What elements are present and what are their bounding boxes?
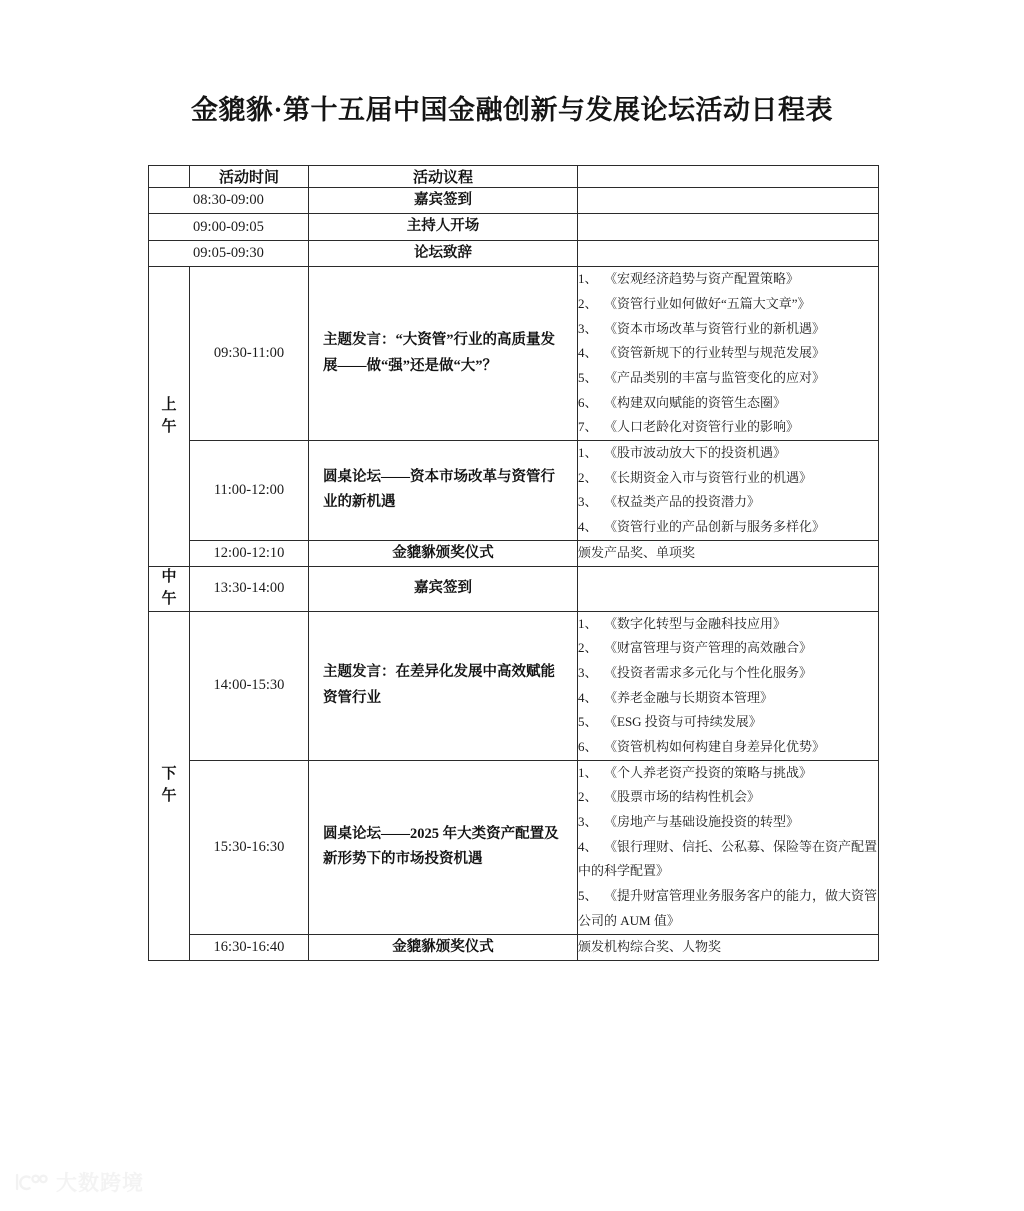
topic-item	[578, 884, 878, 933]
topic-text: 《提升财富管理业务服务客户的能力，做大资管公司的 AUM 值》	[578, 888, 878, 928]
topic-number: 2、	[578, 295, 598, 311]
header-agenda: 活动议程	[309, 166, 578, 188]
cell-topics	[578, 240, 879, 266]
topic-number: 4、	[578, 519, 598, 534]
cell-time: 13:30-14:00	[190, 567, 309, 612]
topic-item	[578, 391, 878, 416]
table-row	[149, 540, 879, 566]
header-period	[149, 166, 190, 188]
topic-text: 《资管新规下的行业转型与规范发展》	[604, 345, 826, 361]
cell-topics	[578, 188, 879, 214]
topic-item	[578, 710, 878, 735]
topic-text: 《房地产与基础设施投资的转型》	[604, 814, 800, 830]
topic-text: 《资管行业如何做好“五篇大文章”》	[604, 295, 811, 311]
topic-number: 3、	[578, 320, 598, 336]
topic-item	[578, 267, 878, 292]
topic-text: 《宏观经济趋势与资产配置策略》	[604, 271, 800, 287]
topic-number: 4、	[578, 345, 598, 361]
topic-number: 2、	[578, 469, 598, 485]
topic-text: 《资本市场改革与资管行业的新机遇》	[604, 320, 826, 336]
cell-topics	[578, 440, 879, 540]
topic-item	[578, 466, 878, 491]
topic-item	[578, 661, 878, 686]
topic-item	[578, 761, 878, 786]
topic-number: 3、	[578, 814, 598, 830]
cell-topics	[578, 540, 879, 566]
topic-number: 5、	[578, 714, 598, 730]
cell-agenda: 金貔貅颁奖仪式	[309, 540, 578, 566]
table-row	[149, 440, 879, 540]
topic-text: 《股市波动放大下的投资机遇》	[604, 444, 787, 460]
brand-logo-icon	[14, 1170, 48, 1194]
topic-number: 1、	[578, 444, 598, 460]
topic-item	[578, 515, 878, 540]
cell-time: 14:00-15:30	[190, 611, 309, 760]
cell-agenda: 圆桌论坛——2025 年大类资产配置及新形势下的市场投资机遇	[309, 760, 578, 934]
topic-text: 《ESG 投资与可持续发展》	[604, 714, 762, 730]
cell-agenda: 嘉宾签到	[309, 188, 578, 214]
topic-number: 1、	[578, 764, 598, 780]
topic-text: 《资管机构如何构建自身差异化优势》	[604, 739, 826, 754]
topic-number: 2、	[578, 640, 598, 656]
topic-text: 《数字化转型与金融科技应用》	[604, 615, 787, 631]
cell-topics	[578, 760, 879, 934]
cell-note: 颁发产品奖、单项奖	[578, 544, 696, 560]
watermark-text: 大数跨境	[56, 1172, 144, 1195]
period-label: 中午	[161, 569, 177, 607]
cell-agenda: 主持人开场	[309, 214, 578, 240]
topic-text: 《权益类产品的投资潜力》	[604, 494, 761, 510]
header-time: 活动时间	[190, 166, 309, 188]
topic-text: 《银行理财、信托、公私募、保险等在资产配置中的科学配置》	[578, 838, 878, 879]
cell-period	[149, 567, 190, 612]
table-row	[149, 611, 879, 760]
cell-period	[149, 267, 190, 567]
cell-time: 16:30-16:40	[190, 934, 309, 960]
topic-number: 3、	[578, 664, 598, 680]
topic-item	[578, 415, 878, 440]
topic-text: 《人口老龄化对资管行业的影响》	[604, 419, 800, 435]
topic-text: 《股票市场的结构性机会》	[604, 789, 761, 805]
table-row	[149, 267, 879, 441]
topic-item	[578, 317, 878, 342]
table-row	[149, 934, 879, 960]
cell-agenda: 主题发言：“大资管”行业的高质量发展——做“强”还是做“大”？	[309, 267, 578, 441]
schedule-table	[148, 165, 879, 961]
cell-period	[149, 611, 190, 960]
table-row	[149, 240, 879, 266]
topic-item	[578, 735, 878, 760]
topic-text: 《资管行业的产品创新与服务多样化》	[604, 519, 826, 534]
topic-number: 6、	[578, 739, 598, 754]
table-row	[149, 760, 879, 934]
topic-item	[578, 441, 878, 466]
topic-item	[578, 612, 878, 637]
period-label: 下午	[161, 765, 177, 804]
cell-agenda: 金貔貅颁奖仪式	[309, 934, 578, 960]
topic-number: 3、	[578, 494, 598, 510]
topic-item	[578, 810, 878, 835]
topic-number: 1、	[578, 271, 598, 287]
topic-number: 4、	[578, 838, 598, 854]
cell-agenda: 论坛致辞	[309, 240, 578, 266]
topic-number: 7、	[578, 419, 598, 435]
cell-agenda: 主题发言：在差异化发展中高效赋能资管行业	[309, 611, 578, 760]
cell-topics	[578, 214, 879, 240]
cell-topics	[578, 934, 879, 960]
topic-text: 《养老金融与长期资本管理》	[604, 689, 774, 705]
cell-time: 12:00-12:10	[190, 540, 309, 566]
topic-text: 《个人养老资产投资的策略与挑战》	[604, 764, 813, 780]
table-row	[149, 214, 879, 240]
cell-topics	[578, 267, 879, 441]
cell-agenda: 嘉宾签到	[309, 567, 578, 612]
topic-text: 《产品类别的丰富与监管变化的应对》	[604, 369, 826, 385]
cell-topics	[578, 567, 879, 612]
cell-time: 08:30-09:00	[149, 188, 309, 214]
cell-topics	[578, 611, 879, 760]
topic-number: 5、	[578, 888, 598, 904]
cell-time: 09:30-11:00	[190, 267, 309, 441]
topic-text: 《长期资金入市与资管行业的机遇》	[604, 469, 813, 485]
period-label: 上午	[161, 396, 177, 435]
table-row	[149, 188, 879, 214]
topic-number: 4、	[578, 689, 598, 705]
cell-time: 09:05-09:30	[149, 240, 309, 266]
topic-item	[578, 341, 878, 366]
table-header-row	[149, 166, 879, 188]
topic-item	[578, 636, 878, 661]
topic-text: 《财富管理与资产管理的高效融合》	[604, 640, 813, 656]
topic-item	[578, 292, 878, 317]
table-row	[149, 567, 879, 612]
cell-time: 15:30-16:30	[190, 760, 309, 934]
watermark	[14, 1167, 144, 1197]
topic-number: 5、	[578, 369, 598, 385]
topic-item	[578, 785, 878, 810]
topic-number: 2、	[578, 789, 598, 805]
page-title: 金貔貅·第十五届中国金融创新与发展论坛活动日程表	[190, 95, 833, 125]
cell-note: 颁发机构综合奖、人物奖	[578, 938, 722, 954]
topic-number: 1、	[578, 615, 598, 631]
topic-item	[578, 686, 878, 711]
cell-time: 09:00-09:05	[149, 214, 309, 240]
topic-item	[578, 490, 878, 515]
topic-text: 《投资者需求多元化与个性化服务》	[604, 664, 813, 680]
topic-number: 6、	[578, 394, 598, 410]
topic-text: 《构建双向赋能的资管生态圈》	[604, 394, 787, 410]
topic-item	[578, 835, 878, 884]
topic-item	[578, 366, 878, 391]
cell-time: 11:00-12:00	[190, 440, 309, 540]
header-topics	[578, 166, 879, 188]
cell-agenda: 圆桌论坛——资本市场改革与资管行业的新机遇	[309, 440, 578, 540]
